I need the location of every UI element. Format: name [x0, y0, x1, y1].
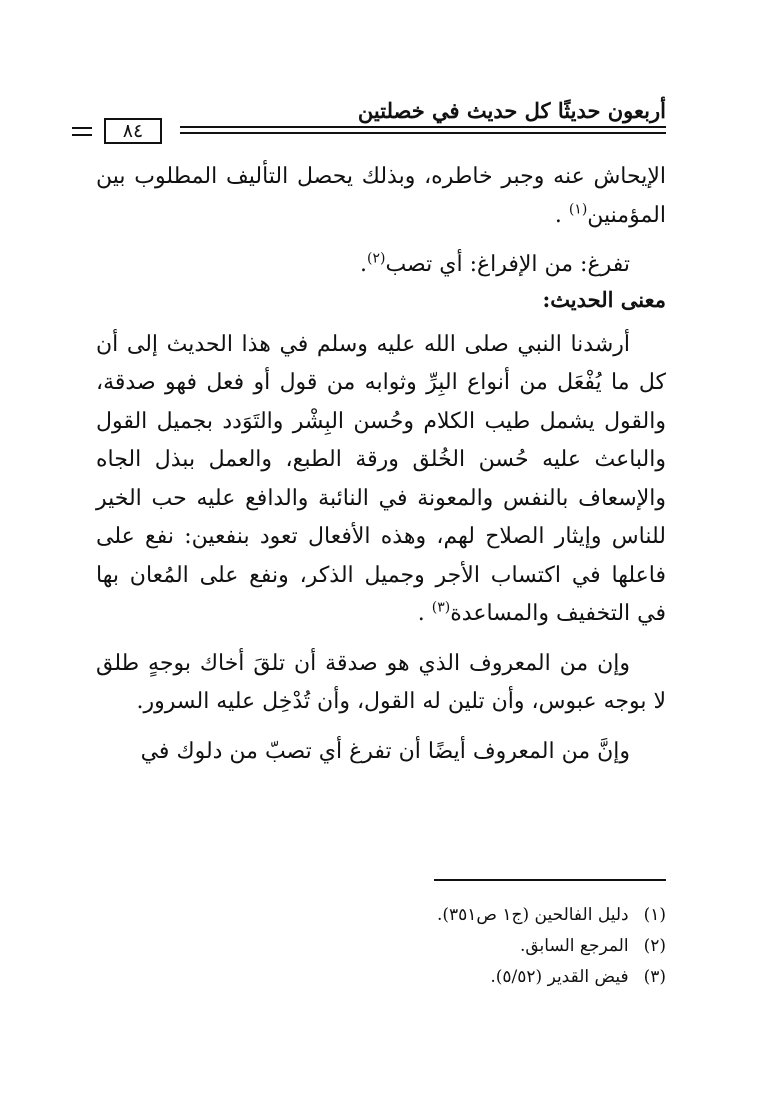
header-ornament: [72, 127, 92, 141]
paragraph: وإنَّ من المعروف أيضًا أن تفرغ أي تصبّ من دلوك في: [140, 738, 630, 764]
footnote-text: دليل الفالحين (ج١ ص٣٥١).: [436, 905, 629, 925]
paragraph: [96, 158, 666, 235]
footnote-number: (٢): [643, 936, 666, 956]
section-heading: معنى الحديث:: [542, 286, 666, 312]
footnote: [96, 931, 666, 962]
paragraph-end: .: [554, 202, 562, 228]
footnote: [96, 900, 666, 931]
header-rule: [180, 132, 666, 134]
footnote-text: المرجع السابق.: [519, 936, 629, 956]
running-title: أربعون حديثًا كل حديث في خصلتين: [357, 98, 666, 123]
paragraph: [96, 326, 666, 634]
footnote-number: (١): [643, 905, 666, 925]
paragraph-text: أرشدنا النبي صلى الله عليه وسلم في هذا الحديث إلى أن كل ما يُفْعَل من أنواع البِرِّ وثوابه من قول أو فعل فهو صدقة، والقول يشمل طيب الكلام وحُسن البِشْر والتَوَدد بجميل القول والباعث عليه حُسن الخُلق ورقة الطبع، والعمل ببذل الجاه والإسعاف بالنفس والمعونة في النائبة والدافع عليه حب الخير للناس وإيثار الصلاح لهم، وهذه الأفعال تعود بنفعين: نفع على فاعلها في اكتساب الأجر وجميل الذكر، ونفع على المُعان بها في التخفيف والمساعدة: [96, 331, 666, 626]
footnote: [96, 962, 666, 993]
paragraph: [96, 246, 666, 285]
footnote-number: (٣): [643, 967, 666, 987]
footnotes: [96, 900, 666, 993]
footnote-separator: [434, 879, 666, 881]
footnote-ref: (١): [568, 201, 588, 218]
page-number: ٨٤: [104, 118, 162, 144]
footnote-ref: (٣): [431, 599, 451, 616]
paragraph-end: .: [417, 601, 425, 626]
paragraph-end: .: [359, 252, 367, 277]
main-text: [96, 158, 666, 771]
page-header: [96, 96, 666, 148]
paragraph-text: الإيحاش عنه وجبر خاطره، وبذلك يحصل التأليف المطلوب بين المؤمنين: [96, 164, 666, 228]
footnote-ref: (٢): [366, 250, 386, 267]
footnote-text: فيض القدير (٥/٥٢).: [490, 967, 629, 987]
paragraph-text: تفرغ: من الإفراغ: أي تصب: [385, 252, 630, 277]
paragraph: وإن من المعروف الذي هو صدقة أن تلقَ أخاك بوجهٍ طلق لا بوجه عبوس، وأن تلين له القول، وأن تُدْخِل عليه السرور.: [96, 650, 666, 714]
header-rule: [180, 126, 666, 128]
